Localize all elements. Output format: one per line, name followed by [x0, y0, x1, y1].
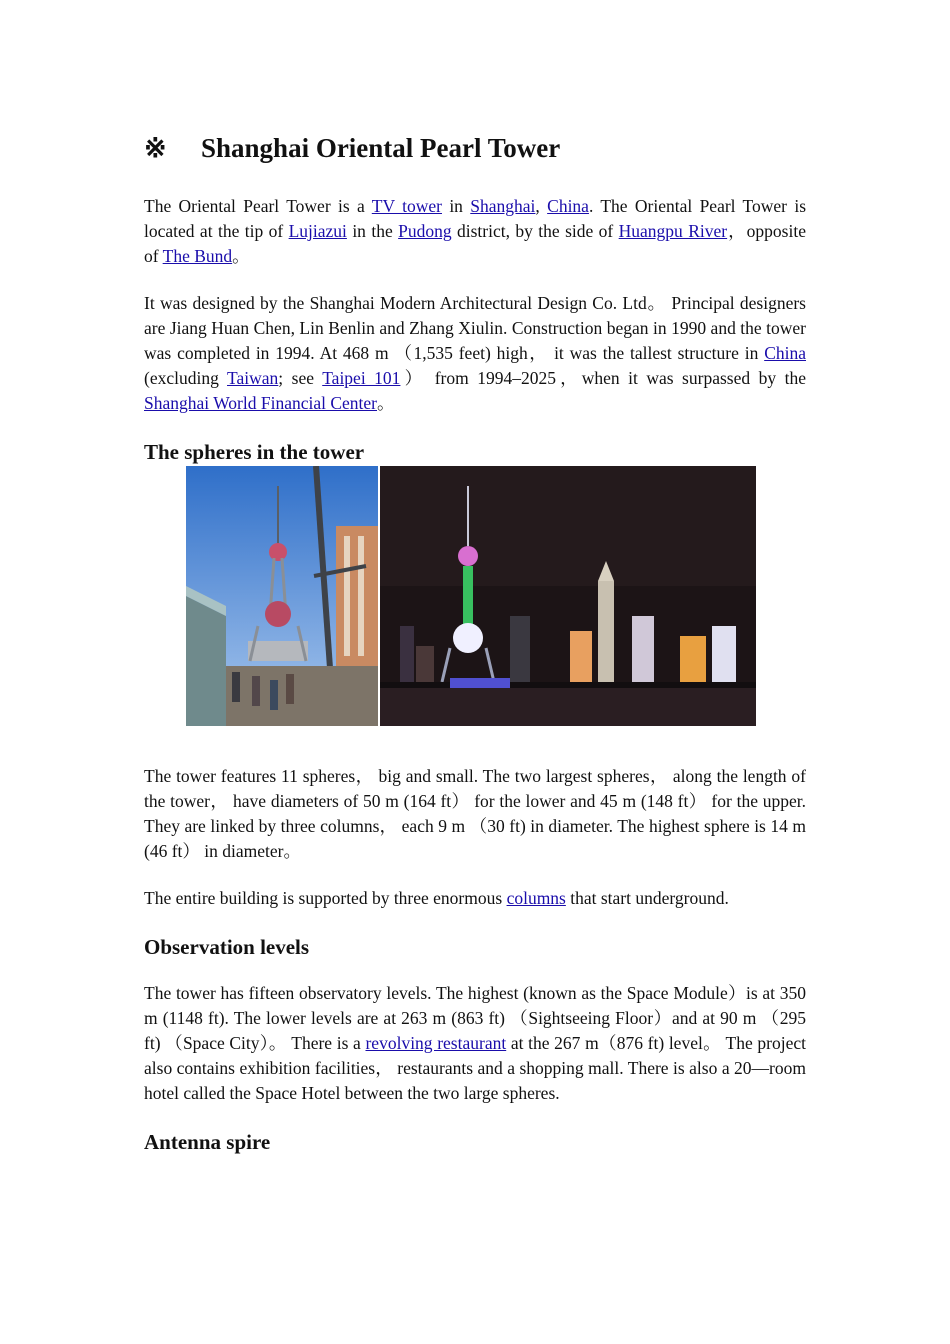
link-huangpu-river[interactable]: Huangpu River	[618, 221, 728, 241]
reference-mark-icon: ※	[144, 133, 167, 163]
intro-paragraph	[144, 194, 806, 269]
text-run: It was designed by the Shanghai Modern Architectural Design Co. Ltd。 Principal designers are Jiang Huan Chen, Lin Benlin and Zhang Xiulin. Construction began in 1990 and the tower was completed in 1994. At 468 m （1,535 feet) high， it was the tallest structure in	[144, 293, 806, 363]
columns-paragraph	[144, 886, 806, 911]
text-run: at the 267 m（876 ft) level。 The project also contains exhibition facilities， restaurants and a shopping mall. There is also a 20—room hotel called the Space Hotel between the two large spheres.	[144, 1033, 806, 1103]
observation-paragraph	[144, 981, 806, 1106]
design-paragraph	[144, 291, 806, 416]
link-china-2[interactable]: China	[764, 343, 806, 363]
link-tv-tower[interactable]: TV tower	[371, 196, 442, 216]
page-title-text: Shanghai Oriental Pearl Tower	[201, 133, 561, 163]
link-pudong[interactable]: Pudong	[398, 221, 452, 241]
text-run: (excluding	[144, 368, 228, 388]
text-run: The Oriental Pearl Tower is a	[144, 196, 372, 216]
text-run: in	[441, 196, 471, 216]
text-run: in the	[346, 221, 399, 241]
link-taiwan[interactable]: Taiwan	[227, 368, 279, 388]
text-run: 。	[232, 246, 250, 266]
link-revolving-restaurant[interactable]: revolving restaurant	[365, 1033, 507, 1053]
text-run: district, by the side of	[451, 221, 619, 241]
heading-observation-levels: Observation levels	[144, 935, 310, 959]
tower-day-photo	[186, 466, 378, 726]
tower-night-photo	[380, 466, 756, 726]
text-run: ，opposite of	[144, 221, 806, 266]
heading-antenna-spire: Antenna spire	[144, 1130, 271, 1154]
text-run: . The Oriental Pearl Tower is located at the tip of	[144, 196, 807, 241]
tower-day-illustration	[186, 466, 378, 726]
link-columns[interactable]: columns	[506, 888, 566, 908]
text-run: 。	[377, 393, 395, 413]
link-lujiazui[interactable]: Lujiazui	[288, 221, 347, 241]
link-the-bund[interactable]: The Bund	[162, 246, 233, 266]
text-run: that start underground.	[565, 888, 729, 908]
link-shanghai[interactable]: Shanghai	[470, 196, 536, 216]
text-run: The tower has fifteen observatory levels. The highest (known as the Space Module）is at 350 m (1148 ft). The lower levels are at 263 m (863 ft) （Sightseeing Floor）and at 90 m （295 ft) （Space City）。 There is a	[144, 983, 806, 1053]
photo-strip	[186, 466, 756, 726]
text-run: ） from 1994–2025，when it was surpassed by the	[400, 368, 806, 388]
tower-night-illustration	[380, 466, 756, 726]
spheres-paragraph: The tower features 11 spheres， big and small. The two largest spheres， along the length of the tower， have diameters of 50 m (164 ft） for the lower and 45 m (148 ft） for the upper. They are linked by three columns， each 9 m （30 ft) in diameter. The highest sphere is 14 m (46 ft） in diameter。	[144, 766, 806, 861]
page-title	[144, 128, 806, 168]
document-content	[144, 128, 806, 1156]
text-run: ,	[535, 196, 548, 216]
link-shanghai-world-financial-center[interactable]: Shanghai World Financial Center	[144, 393, 378, 413]
link-china[interactable]: China	[547, 196, 589, 216]
heading-spheres: The spheres in the tower	[144, 440, 365, 464]
text-run: ; see	[278, 368, 323, 388]
link-taipei-101[interactable]: Taipei 101	[322, 368, 401, 388]
text-run: The entire building is supported by three enormous	[144, 888, 507, 908]
